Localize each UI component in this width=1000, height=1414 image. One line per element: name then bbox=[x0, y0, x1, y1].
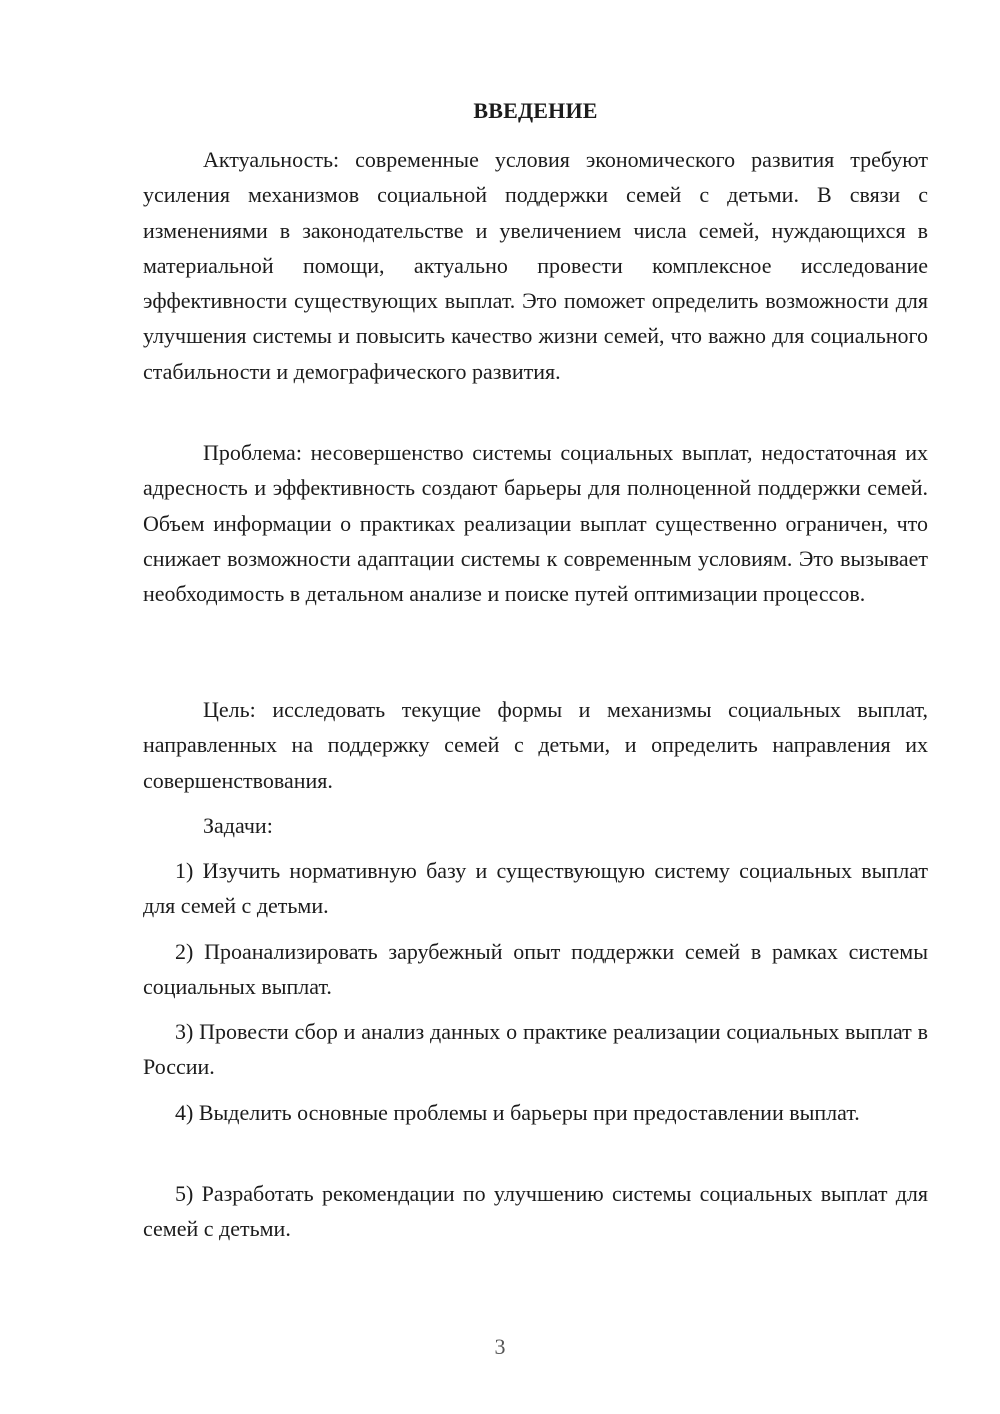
document-page bbox=[143, 0, 928, 1414]
section-title: ВВЕДЕНИЕ bbox=[473, 98, 598, 123]
task-item: 2) Проанализировать зарубежный опыт поддержки семей в рамках системы социальных выплат. bbox=[143, 939, 928, 1000]
task-item: 1) Изучить нормативную базу и существующую систему социальных выплат для семей с детьми. bbox=[143, 858, 928, 919]
paragraph-problem: Проблема: несовершенство системы социальных выплат, недостаточная их адресность и эффективность создают барьеры для полноценной поддержки семей. Объем информации о практиках реализации выплат существенно ограничен, что снижает возможности адаптации системы к современным условиям. Это вызывает необходимость в детальном анализе и поиске путей оптимизации процессов. bbox=[143, 440, 928, 607]
paragraph-relevance: Актуальность: современные условия экономического развития требуют усиления механизмов социальной поддержки семей с детьми. В связи с изменениями в законодательстве и увеличением числа семей, нуждающихся в материальной помощи, актуально провести комплексное исследование эффективности существующих выплат. Это поможет определить возможности для улучшения системы и повысить качество жизни семей, что важно для социального стабильности и демографического развития. bbox=[143, 147, 928, 384]
task-item: 3) Провести сбор и анализ данных о практике реализации социальных выплат в России. bbox=[143, 1019, 928, 1080]
page-number: 3 bbox=[494, 1334, 506, 1359]
task-item: 4) Выделить основные проблемы и барьеры при предоставлении выплат. bbox=[175, 1100, 860, 1125]
task-item: 5) Разработать рекомендации по улучшению системы социальных выплат для семей с детьми. bbox=[143, 1181, 928, 1242]
paragraph-goal: Цель: исследовать текущие формы и механизмы социальных выплат, направленных на поддержку семей с детьми, и определить направления их совершенствования. bbox=[143, 697, 928, 793]
tasks-heading: Задачи: bbox=[203, 813, 273, 838]
